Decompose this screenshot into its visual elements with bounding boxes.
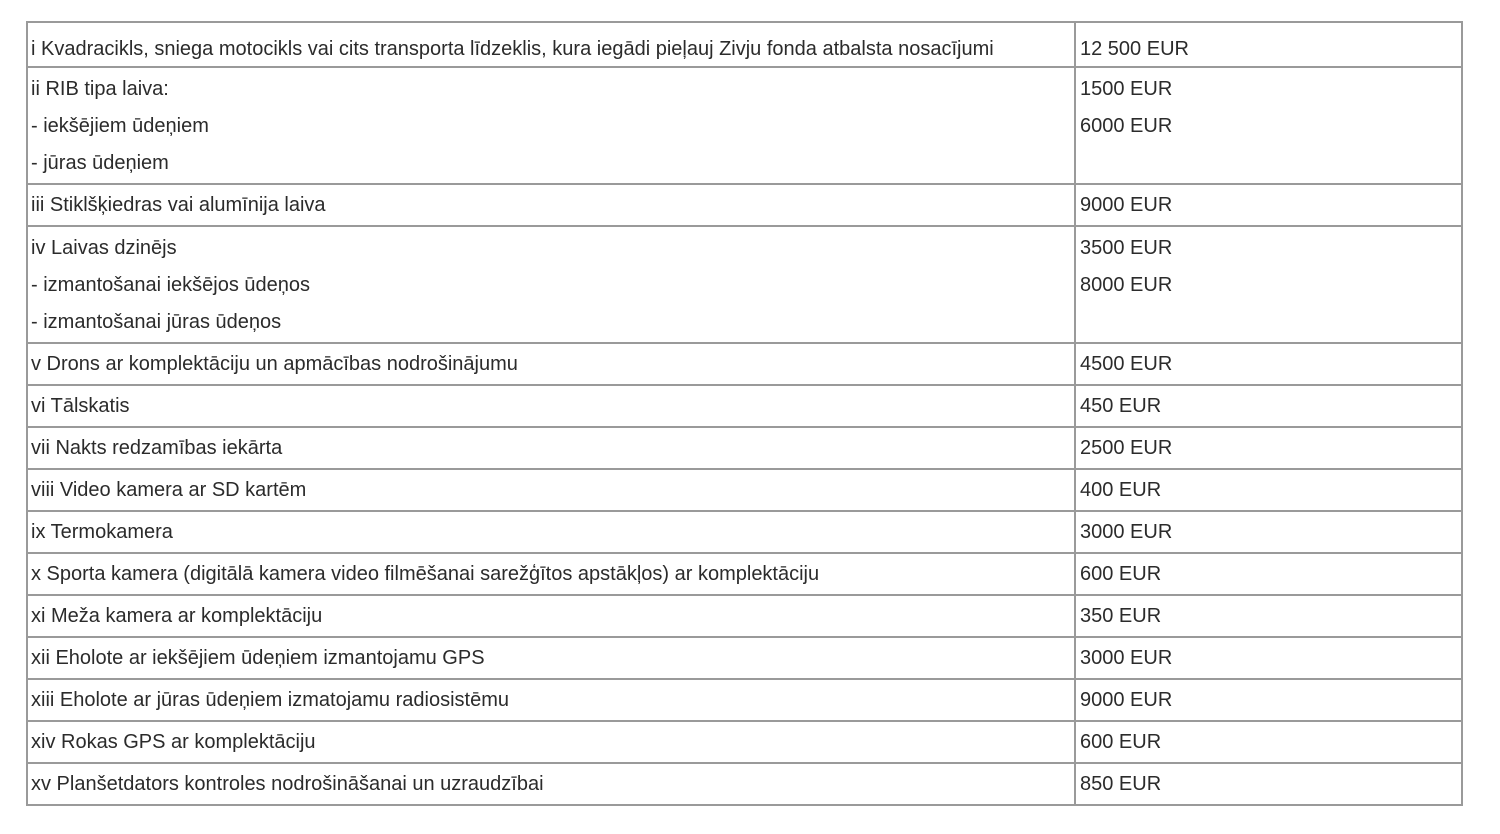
- table-row: [27, 595, 1462, 637]
- price-cell: [1075, 637, 1462, 679]
- price-text: 600 EUR: [1080, 731, 1162, 753]
- item-text: ix Termokamera: [31, 521, 173, 543]
- price-cell: [1075, 22, 1462, 67]
- item-subtext: - izmantošanai jūras ūdeņos: [31, 311, 282, 333]
- price-cell: [1075, 427, 1462, 469]
- item-cell: [27, 679, 1075, 721]
- price-cell: [1075, 721, 1462, 763]
- price-text: 400 EUR: [1080, 479, 1162, 501]
- price-text: 350 EUR: [1080, 605, 1162, 627]
- table-row: [27, 679, 1462, 721]
- table-row: [27, 721, 1462, 763]
- price-cell: [1075, 469, 1462, 511]
- table-row: [27, 22, 1462, 67]
- table-row: [27, 67, 1462, 184]
- item-cell: [27, 721, 1075, 763]
- item-cell: [27, 343, 1075, 385]
- price-empty-line: [1076, 145, 1461, 182]
- table-row: [27, 553, 1462, 595]
- price-text: 3000 EUR: [1080, 647, 1173, 669]
- table-row: [27, 226, 1462, 343]
- item-text: vi Tālskatis: [31, 395, 130, 417]
- item-cell: [27, 511, 1075, 553]
- equipment-price-table: [26, 21, 1463, 806]
- item-cell: [27, 553, 1075, 595]
- price-cell: [1075, 595, 1462, 637]
- item-text: ii RIB tipa laiva:: [31, 78, 169, 100]
- price-cell: [1075, 226, 1462, 343]
- item-subtext: - iekšējiem ūdeņiem: [31, 115, 209, 137]
- price-cell: [1075, 553, 1462, 595]
- price-text: 450 EUR: [1080, 395, 1162, 417]
- price-cell: [1075, 67, 1462, 184]
- item-cell: [27, 226, 1075, 343]
- item-subtext: - jūras ūdeņiem: [31, 152, 169, 174]
- price-cell: [1075, 511, 1462, 553]
- item-text: xv Planšetdators kontroles nodrošināšanai un uzraudzībai: [31, 773, 544, 795]
- table-row: [27, 637, 1462, 679]
- price-cell: [1075, 343, 1462, 385]
- item-cell: [27, 184, 1075, 226]
- table-row: [27, 427, 1462, 469]
- price-cell: [1075, 184, 1462, 226]
- price-cell: [1075, 679, 1462, 721]
- item-cell: [27, 385, 1075, 427]
- item-cell: [27, 67, 1075, 184]
- price-text: 3500 EUR: [1080, 237, 1173, 259]
- price-text: 600 EUR: [1080, 563, 1162, 585]
- price-text: 9000 EUR: [1080, 194, 1173, 216]
- table-row: [27, 469, 1462, 511]
- item-text: viii Video kamera ar SD kartēm: [31, 479, 307, 501]
- table-row: [27, 511, 1462, 553]
- item-text: xiv Rokas GPS ar komplektāciju: [31, 731, 316, 753]
- price-cell: [1075, 763, 1462, 805]
- table-row: [27, 385, 1462, 427]
- item-cell: [27, 469, 1075, 511]
- item-cell: [27, 637, 1075, 679]
- price-text: 850 EUR: [1080, 773, 1162, 795]
- price-text: 2500 EUR: [1080, 437, 1173, 459]
- item-text: v Drons ar komplektāciju un apmācības nodrošinājumu: [31, 353, 518, 375]
- item-text: iv Laivas dzinējs: [31, 237, 177, 259]
- table-row: [27, 343, 1462, 385]
- price-cell: [1075, 385, 1462, 427]
- price-text: 6000 EUR: [1080, 115, 1173, 137]
- item-text: xiii Eholote ar jūras ūdeņiem izmatojamu radiosistēmu: [31, 689, 509, 711]
- price-table-body: [27, 22, 1462, 805]
- price-text: 9000 EUR: [1080, 689, 1173, 711]
- item-cell: [27, 763, 1075, 805]
- item-text: xi Meža kamera ar komplektāciju: [31, 605, 323, 627]
- price-empty-line: [1076, 304, 1461, 341]
- price-text: 8000 EUR: [1080, 274, 1173, 296]
- item-text: xii Eholote ar iekšējiem ūdeņiem izmantojamu GPS: [31, 647, 485, 669]
- item-cell: [27, 595, 1075, 637]
- price-text: 12 500 EUR: [1080, 38, 1189, 60]
- table-row: [27, 184, 1462, 226]
- item-subtext: - izmantošanai iekšējos ūdeņos: [31, 274, 311, 296]
- table-row: [27, 763, 1462, 805]
- price-text: 1500 EUR: [1080, 78, 1173, 100]
- item-text: vii Nakts redzamības iekārta: [31, 437, 283, 459]
- item-text: i Kvadracikls, sniega motocikls vai cits transporta līdzeklis, kura iegādi pieļauj Zivju fonda atbalsta nosacījumi: [31, 38, 994, 60]
- item-cell: [27, 22, 1075, 67]
- item-text: iii Stiklšķiedras vai alumīnija laiva: [31, 194, 326, 216]
- item-cell: [27, 427, 1075, 469]
- item-text: x Sporta kamera (digitālā kamera video filmēšanai sarežģītos apstākļos) ar komplektāciju: [31, 563, 820, 585]
- price-text: 4500 EUR: [1080, 353, 1173, 375]
- price-text: 3000 EUR: [1080, 521, 1173, 543]
